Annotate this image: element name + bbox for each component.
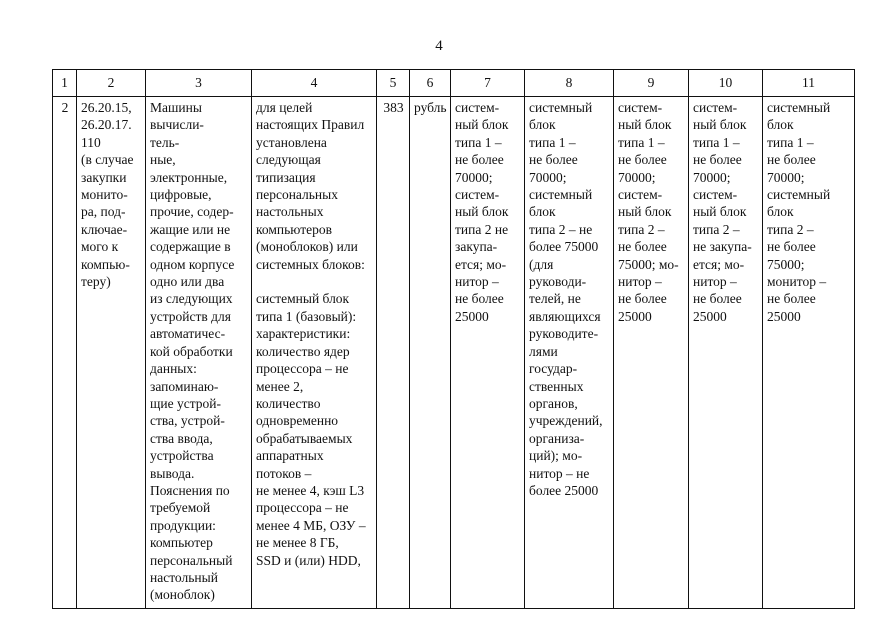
price-limit-cell: системный блок типа 1 – не более 70000; системный блок типа 2 – не более 75000; монитор – не более 25000 (763, 97, 855, 609)
price-limit-cell: системный блок типа 1 – не более 70000; системный блок типа 2 – не более 75000 (для руководи- телей, не являющихся руководите- лями государ- ственных органов, учреждений, организа- ций); мо- нитор – не более 25000 (525, 97, 614, 609)
product-name-cell: Машины вычисли- тель- ные, электронные, цифровые, прочие, содер- жащие или не содержащие в одном корпусе одно или два из следующих устройств для автоматичес- кой обработки данных: запоминаю- щие устрой- ства, устрой- ства ввода, устройства вывода. Пояснения по требуемой продукции: компьютер персональный настольный (моноблок) (146, 97, 252, 609)
column-header: 7 (451, 70, 525, 97)
page-number: 4 (435, 38, 443, 54)
column-header: 6 (410, 70, 451, 97)
procurement-table-container (52, 69, 854, 609)
header-row (53, 70, 855, 97)
okpd-code-cell: 26.20.15, 26.20.17. 110 (в случае закупки монито- ра, под- ключае- мого к компью- теру) (77, 97, 146, 609)
row-number-cell: 2 (53, 97, 77, 609)
price-limit-cell: систем- ный блок типа 1 – не более 70000; систем- ный блок типа 2 – не закупа- ется; мо- нитор – не более 25000 (689, 97, 763, 609)
column-header: 10 (689, 70, 763, 97)
column-header: 8 (525, 70, 614, 97)
unit-code-cell: 383 (377, 97, 410, 609)
requirements-cell: для целей настоящих Правил установлена следующая типизация персональных настольных компьютеров (моноблоков) или системных блоков: системный блок типа 1 (базовый): характеристики: количество ядер процессора – не менее 2, количество одновременно обрабатываемых аппаратных потоков – не менее 4, кэш L3 процессора – не менее 4 МБ, ОЗУ – не менее 8 ГБ, SSD и (или) HDD, (252, 97, 377, 609)
price-limit-cell: систем- ный блок типа 1 – не более 70000; систем- ный блок типа 2 – не более 75000; мо- нитор – не более 25000 (614, 97, 689, 609)
column-header: 4 (252, 70, 377, 97)
column-header: 3 (146, 70, 252, 97)
procurement-table (52, 69, 855, 609)
column-header: 1 (53, 70, 77, 97)
unit-name-cell: рубль (410, 97, 451, 609)
column-header: 2 (77, 70, 146, 97)
column-header: 11 (763, 70, 855, 97)
column-header: 9 (614, 70, 689, 97)
column-header: 5 (377, 70, 410, 97)
price-limit-cell: систем- ный блок типа 1 – не более 70000; систем- ный блок типа 2 не закупа- ется; мо- нитор – не более 25000 (451, 97, 525, 609)
table-row (53, 97, 855, 609)
